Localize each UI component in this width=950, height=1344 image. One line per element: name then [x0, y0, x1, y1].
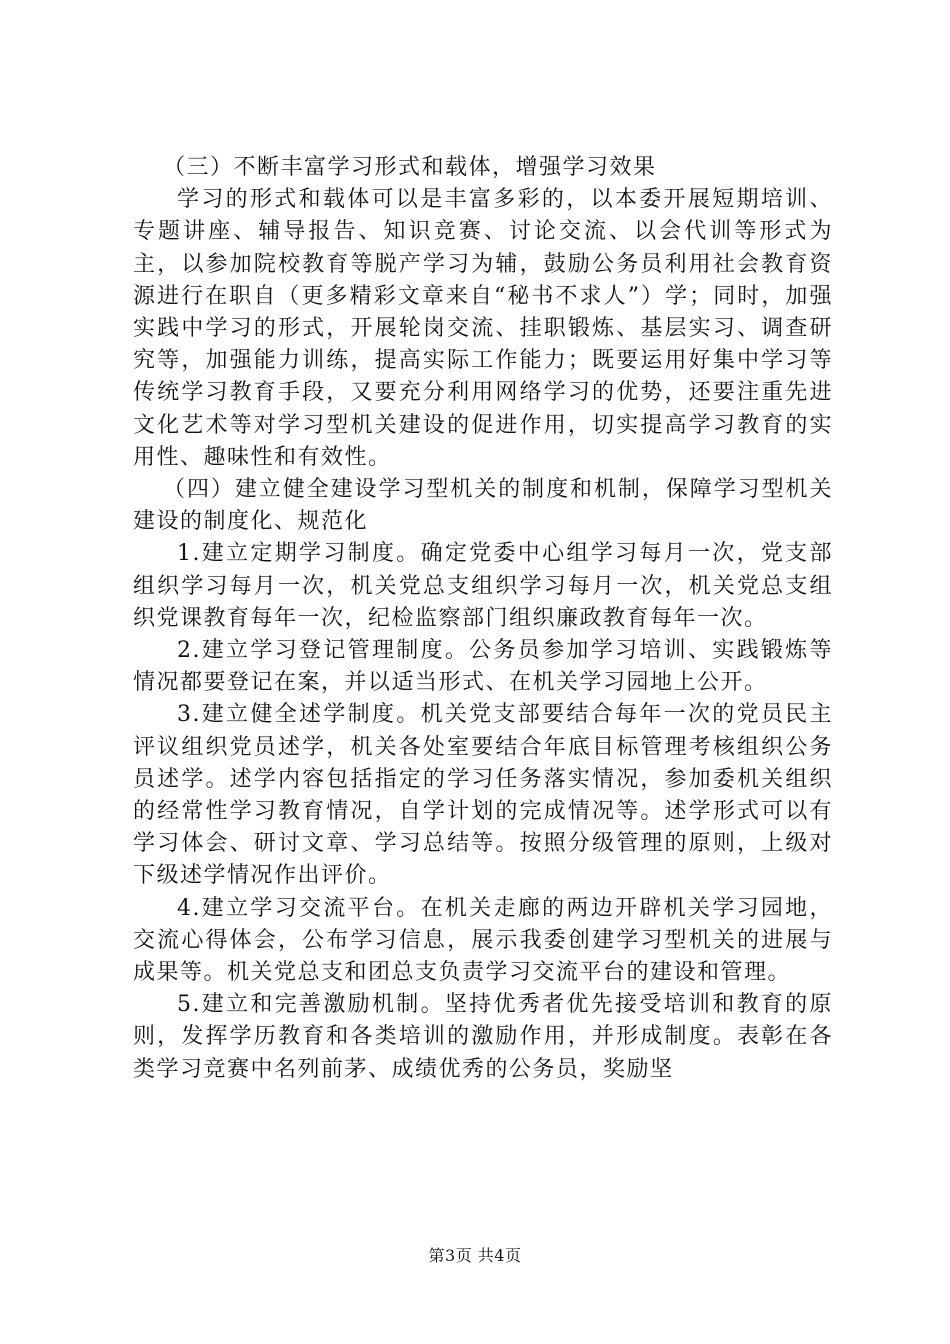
paragraph-learning-forms: 学习的形式和载体可以是丰富多彩的，以本委开展短期培训、专题讲座、辅导报告、知识竞赛、讨论交流、以会代训等形式为主，以参加院校教育等脱产学习为辅，鼓励公务员利用社会教育资源进行在职自（更多精彩文章来自“秘书不求人”）学；同时，加强实践中学习的形式，开展轮岗交流、挂职锻炼、基层实习、调查研究等，加强能力训练，提高实际工作能力；既要运用好集中学习等传统学习教育手段，又要充分利用网络学习的优势，还要注重先进文化艺术等对学习型机关建设的促进作用，切实提高学习教育的实用性、趣味性和有效性。 — [133, 187, 833, 470]
paragraph-item-2: 2.建立学习登记管理制度。公务员参加学习培训、实践锻炼等情况都要登记在案，并以适当形式、在机关学习园地上公开。 — [133, 638, 833, 696]
document-body — [133, 152, 833, 1086]
paragraph-item-3: 3.建立健全述学制度。机关党支部要结合每年一次的党员民主评议组织党员述学，机关各处室要结合年底目标管理考核组织公务员述学。述学内容包括指定的学习任务落实情况，参加委机关组织的经常性学习教育情况，自学计划的完成情况等。述学形式可以有学习体会、研讨文章、学习总结等。按照分级管理的原则，上级对下级述学情况作出评价。 — [133, 702, 833, 889]
paragraph-item-5: 5.建立和完善激励机制。坚持优秀者优先接受培训和教育的原则，发挥学历教育和各类培训的激励作用，并形成制度。表彰在各类学习竞赛中名列前茅、成绩优秀的公务员，奖励坚 — [133, 992, 833, 1082]
paragraph-item-1: 1.建立定期学习制度。确定党委中心组学习每月一次，党支部组织学习每月一次，机关党总支组织学习每月一次，机关党总支组织党课教育每年一次，纪检监察部门组织廉政教育每年一次。 — [133, 541, 833, 631]
page-footer: 第3页 共4页 — [428, 1246, 522, 1265]
paragraph-item-4: 4.建立学习交流平台。在机关走廊的两边开辟机关学习园地，交流心得体会，公布学习信息，展示我委创建学习型机关的进展与成果等。机关党总支和团总支负责学习交流平台的建设和管理。 — [133, 895, 833, 986]
section-heading-3: （三）不断丰富学习形式和载体，增强学习效果 — [163, 155, 657, 180]
section-heading-4: （四）建立健全建设学习型机关的制度和机制，保障学习型机关建设的制度化、规范化 — [133, 477, 833, 535]
